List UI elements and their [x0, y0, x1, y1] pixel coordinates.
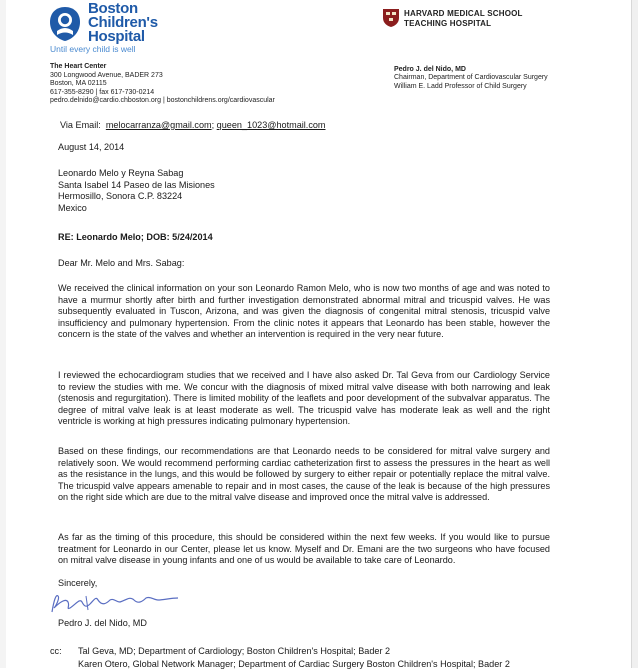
letter-date: August 14, 2014 — [58, 142, 125, 152]
center-name: The Heart Center — [50, 63, 107, 70]
hospital-name-line1: Boston — [88, 0, 138, 17]
recipient-address — [58, 168, 550, 214]
recipient-line: Santa Isabel 14 Paseo de las Misiones — [58, 179, 215, 190]
hospital-tagline: Until every child is well — [50, 44, 136, 54]
author-block — [394, 66, 548, 91]
scan-edge-right — [631, 0, 638, 668]
center-phone: 617-355-8290 | fax 617-730-0214 — [50, 88, 155, 96]
subject-line: RE: Leonardo Melo; DOB: 5/24/2014 — [58, 232, 213, 242]
via-email-line — [60, 120, 552, 132]
signature-name: Pedro J. del Nido, MD — [58, 618, 147, 628]
harvard-line1: HARVARD MEDICAL SCHOOL — [404, 9, 523, 18]
harvard-shield-icon — [382, 8, 400, 28]
recipient-line: Leonardo Melo y Reyna Sabag — [58, 168, 184, 178]
author-title1: Chairman, Department of Cardiovascular Surgery — [394, 74, 548, 82]
closing: Sincerely, — [58, 578, 98, 588]
center-address2: Boston, MA 02115 — [50, 80, 107, 88]
salutation: Dear Mr. Melo and Mrs. Sabag: — [58, 258, 185, 268]
body-paragraph-1: We received the clinical information on your son Leonardo Ramon Melo, who is now two months of age and was noted to have a murmur shortly after birth and further investigation demonstrated abnormal mitral and tricuspid valves. He was subsequently evaluated in Tuscon, Arizona, and was given the diagnosis of congenital mitral stenosis, tricuspid valve insufficiency and pulmonary hypertension. From the clinic notes it appears that Leonardo has been stable, however the concern is the state of the valves and whether an intervention is required in the very near future. — [58, 283, 550, 340]
recipient-line: Hermosillo, Sonora C.P. 83224 — [58, 191, 183, 202]
cc-label: cc: — [50, 646, 62, 656]
hospital-name — [88, 2, 158, 44]
body-paragraph-2: I reviewed the echocardiogram studies that we received and I have also asked Dr. Tal Geva from our Cardiology Service to review the studies with me. We concur with the diagnosis of mixed mitral valve disease with both narrowing and leak (stenosis and regurgitation). There is limited mobility of the leaflets and poor development of the subvalvar apparatus. The degree of mitral valve leak is at least moderate as well. The tricuspid valve has moderate leak as well and the right ventricle is working at high pressures indicating pulmonary hypertension. — [58, 370, 550, 427]
handwritten-signature-icon — [46, 588, 186, 618]
center-contact: pedro.delnido@cardio.chboston.org | bostonchildrens.org/cardiovascular — [50, 97, 275, 105]
author-title2: William E. Ladd Professor of Child Surgery — [394, 82, 527, 90]
author-name: Pedro J. del Nido, MD — [394, 66, 466, 73]
hospital-logo-icon — [48, 6, 82, 42]
center-contact-block — [50, 63, 275, 106]
hospital-name-line2: Children's — [88, 14, 158, 31]
cc-recipient: Tal Geva, MD; Department of Cardiology; Boston Children's Hospital; Bader 2 — [78, 646, 391, 656]
via-label: Via Email: — [60, 120, 101, 130]
letter-page — [6, 0, 632, 668]
email-separator: ; — [211, 120, 215, 130]
hospital-name-line3: Hospital — [88, 28, 145, 45]
body-paragraph-4: As far as the timing of this procedure, this should be considered within the next few weeks. If you would like to pursue treatment for Leonardo in our Center, please let us know. Myself and Dr. Emani are the two surgeons who have focused on mitral valve disease in young infants and one of us would be available to take care of Leonardo. — [58, 532, 550, 566]
cc-recipient: Karen Otero, Global Network Manager; Department of Cardiac Surgery Boston Children's Hospital; Bader 2 — [78, 659, 510, 669]
email-link-1[interactable]: melocarranza@gmail.com — [105, 120, 212, 130]
body-paragraph-3: Based on these findings, our recommendations are that Leonardo needs to be considered for mitral valve surgery and relatively soon. We would recommend performing cardiac catheterization first to assess the pressures in the heart as well as the resistance in the lungs, and this would be followed by surgery to either repair or potentially replace the mitral valve. The tricuspid valve appears amenable to repair and in most cases, the cause of the leak is because of the high pressures on the right side which are due to the mitral valve disease and improved once the mitral valve is addressed. — [58, 446, 550, 503]
center-address1: 300 Longwood Avenue, BADER 273 — [50, 71, 163, 79]
email-link-2[interactable]: queen_1023@hotmail.com — [216, 120, 326, 130]
harvard-affiliation — [404, 9, 523, 29]
recipient-line: Mexico — [58, 202, 87, 213]
harvard-line2: TEACHING HOSPITAL — [404, 19, 492, 28]
